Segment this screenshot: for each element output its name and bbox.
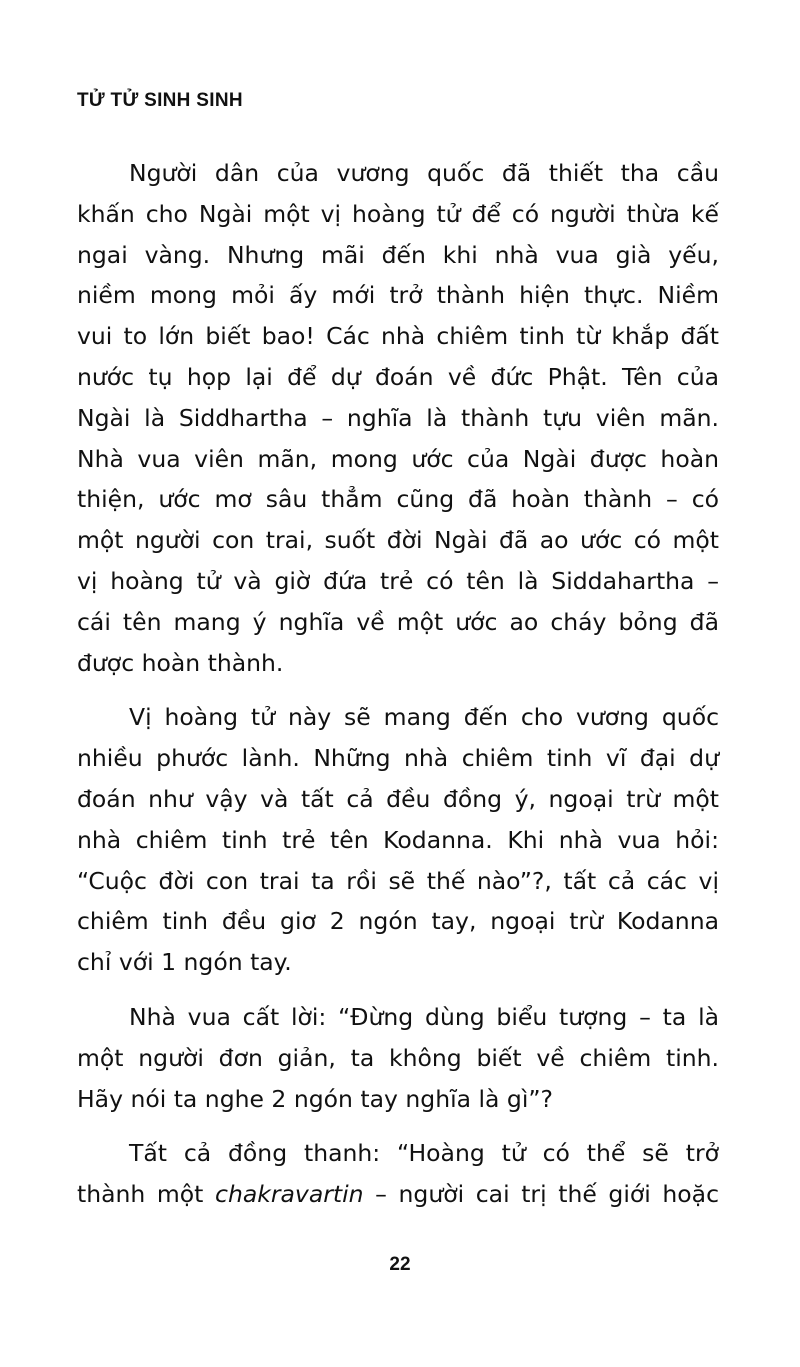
text-run: – người cai trị thế giới hoặc (363, 1180, 719, 1209)
text-line: nước tụ họp lại để dự đoán về đức Phật. Tên của (77, 362, 719, 391)
text-line: một người đơn giản, ta không biết về chiêm tinh. (77, 1043, 719, 1072)
text-line: thiện, ước mơ sâu thẳm cũng đã hoàn thành – có (77, 485, 719, 514)
text-line: vui to lớn biết bao! Các nhà chiêm tinh từ khắp đất (77, 322, 719, 351)
page-number: 22 (389, 1254, 411, 1275)
text-line: được hoàn thành. (77, 648, 284, 677)
text-line: vị hoàng tử và giờ đứa trẻ có tên là Siddahartha – (77, 566, 719, 595)
body-text (77, 153, 719, 1215)
text-line: niềm mong mỏi ấy mới trở thành hiện thực. Niềm (77, 281, 719, 310)
text-run: thành một (77, 1180, 216, 1209)
text-line: Ngài là Siddhartha – nghĩa là thành tựu viên mãn. (77, 403, 719, 432)
paragraph-3 (77, 997, 719, 1119)
text-line: Vị hoàng tử này sẽ mang đến cho vương quốc (129, 703, 719, 732)
text-line: Nhà vua viên mãn, mong ước của Ngài được hoàn (77, 444, 719, 473)
text-line: chỉ với 1 ngón tay. (77, 948, 292, 977)
text-line: Người dân của vương quốc đã thiết tha cầu (129, 159, 719, 187)
text-line-with-italic (77, 1174, 719, 1215)
paragraph-1 (77, 153, 719, 683)
paragraph-4 (77, 1133, 719, 1215)
text-line: nhiều phước lành. Những nhà chiêm tinh vĩ đại dự (77, 744, 719, 773)
text-line: chiêm tinh đều giơ 2 ngón tay, ngoại trừ Kodanna (77, 907, 719, 936)
text-line: ngai vàng. Nhưng mãi đến khi nhà vua già yếu, (77, 240, 719, 269)
text-line: “Cuộc đời con trai ta rồi sẽ thế nào”?, tất cả các vị (77, 866, 719, 895)
running-head: TỬ TỬ SINH SINH (77, 90, 243, 111)
text-line: cái tên mang ý nghĩa về một ước ao cháy bỏng đã (77, 607, 719, 636)
paragraph-2 (77, 697, 719, 983)
text-line: Nhà vua cất lời: “Đừng dùng biểu tượng – ta là (129, 1002, 719, 1031)
text-line: Tất cả đồng thanh: “Hoàng tử có thể sẽ trở (129, 1139, 719, 1168)
text-line: đoán như vậy và tất cả đều đồng ý, ngoại trừ một (77, 784, 719, 813)
italic-term: chakravartin (215, 1180, 364, 1209)
text-line: nhà chiêm tinh trẻ tên Kodanna. Khi nhà vua hỏi: (77, 825, 719, 854)
text-line: một người con trai, suốt đời Ngài đã ao ước có một (77, 526, 719, 555)
text-line: khấn cho Ngài một vị hoàng tử để có người thừa kế (77, 199, 719, 228)
text-line: Hãy nói ta nghe 2 ngón tay nghĩa là gì”? (77, 1084, 554, 1113)
